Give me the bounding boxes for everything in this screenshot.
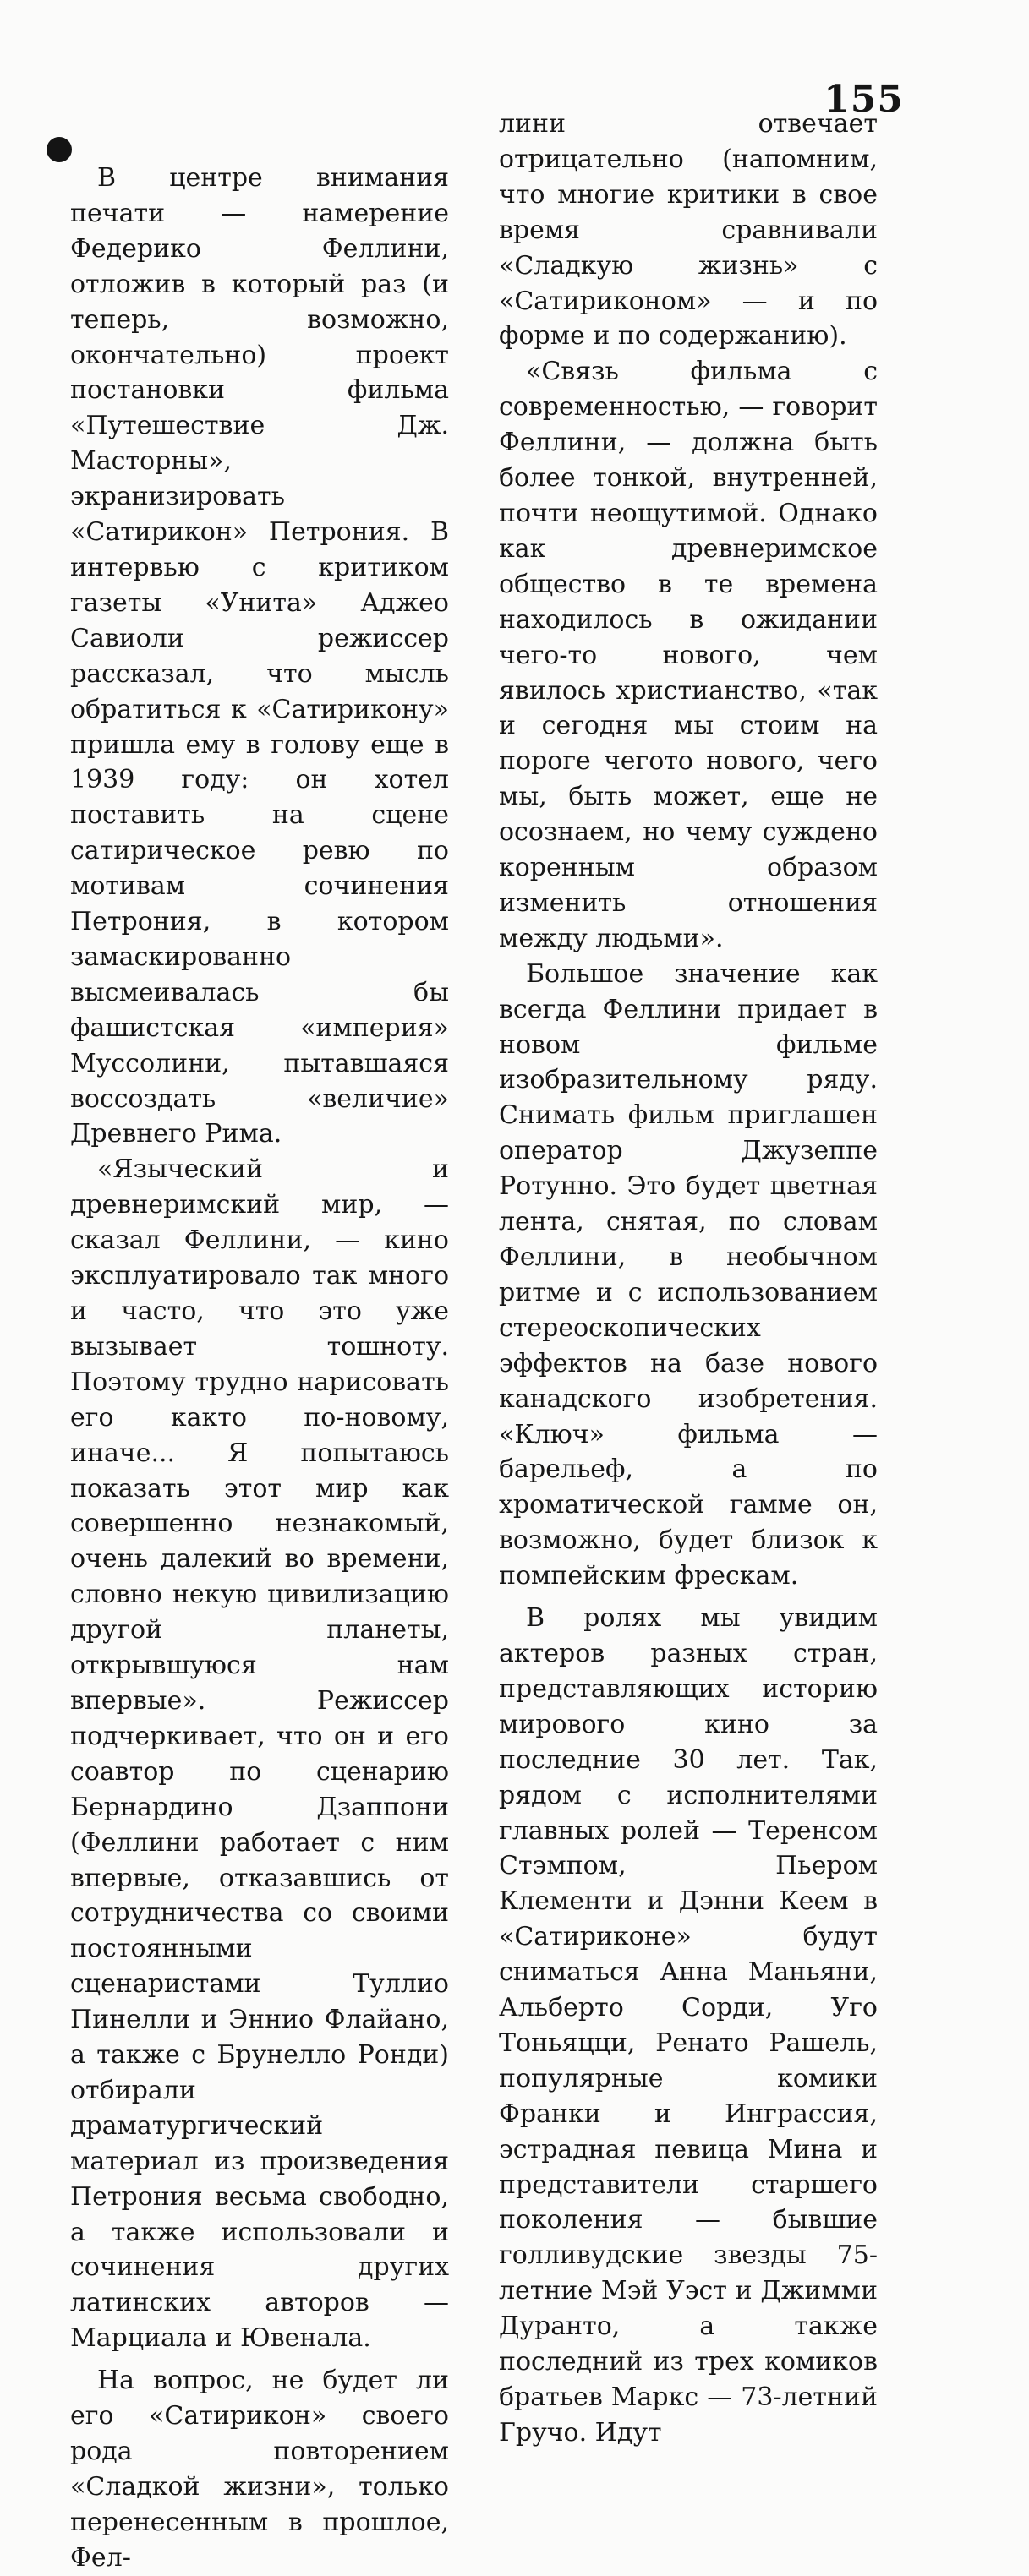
paragraph: В ролях мы увидим актеров разных стран, представляющих историю мирового кино за последние 30 лет. Так, рядом с исполнителями главных ролей — Теренсом Стэмпом, Пьером Клементи и Дэнни Кеем в «Сатириконе» будут сниматься Анна Маньяни, Альберто Сорди, Уго Тоньяцци, Ренато Рашель, популярные комики Франки и Инграссия, эстрадная певица Мина и представители старшего поколения — бывшие голливудские звезды 75-летние Мэй Уэст и Джимми Дуранто, а также последний из трех комиков братьев Маркс — 73-летний Гручо. Идут	[499, 1603, 878, 2448]
page-number: 155	[824, 78, 904, 121]
right-column	[499, 106, 878, 2451]
bullet-mark	[47, 137, 72, 162]
paragraph: На вопрос, не будет ли его «Сатирикон» своего рода повторением «Сладкой жизни», только перенесенным в прошлое, Фел-	[70, 2366, 449, 2573]
paragraph: В центре внимания печати — намерение Федерико Феллини, отложив в который раз (и теперь, возможно, окончательно) проект постановки фильма «Путешествие Дж. Масторны», экранизировать «Сатирикон» Петрония. В интервью с критиком газеты «Унита» Аджео Савиоли режиссер рассказал, что мысль обратиться к «Сатирикону» пришла ему в голову еще в 1939 году: он хотел поставить на сцене сатирическое ревю по мотивам сочинения Петрония, в котором замаскированно высмеивалась бы фашистская «империя» Муссолини, пытавшаяся воссоздать «величие» Древнего Рима.	[70, 163, 449, 1149]
paragraph: Большое значение как всегда Феллини придает в новом фильме изобразительному ряду. Снимать фильм приглашен оператор Джузеппе Ротунно. Это будет цветная лента, снятая, по словам Феллини, в необычном ритме и с использованием стереоскопических эффектов на базе нового канадского изобретения. «Ключ» фильма — барельеф, а по хроматической гамме он, возможно, будет близок к помпейским фрескам.	[499, 958, 878, 1591]
paragraph: «Языческий и древнеримский мир, — сказал Феллини, — кино эксплуатировало так много и часто, что это уже вызывает тошноту. Поэтому трудно нарисовать его както по-новому, иначе... Я попытаюсь показать этот мир как совершенно незнакомый, очень далекий во времени, словно некую цивилизацию другой планеты, открывшуюся нам впервые». Режиссер подчеркивает, что он и его соавтор по сценарию Бернардино Дзаппони (Феллини работает с ним впервые, отказавшись от сотрудничества со своими постоянными сценаристами Туллио Пинелли и Эннио Флайано, а также с Брунелло Ронди) отбирали драматургический материал из произведения Петрония весьма свободно, а также использовали и сочинения других латинских авторов — Марциала и Ювенала.	[70, 1154, 449, 2354]
paragraph: лини отвечает отрицательно (напомним, что многие критики в свое время сравнивали «Сладкую жизнь» с «Сатириконом» — и по форме и по содержанию).	[499, 109, 878, 352]
left-column	[70, 161, 449, 2576]
paragraph: «Связь фильма с современностью, — говорит Феллини, — должна быть более тонкой, внутренней, почти неощутимой. Однако как древнеримское общество в те времена находилось в ожидании чего-то нового, чем явилось христианство, «так и сегодня мы стоим на пороге чегото нового, чего мы, быть может, еще не осознаем, но чему суждено коренным образом изменить отношения между людьми».	[499, 357, 878, 953]
